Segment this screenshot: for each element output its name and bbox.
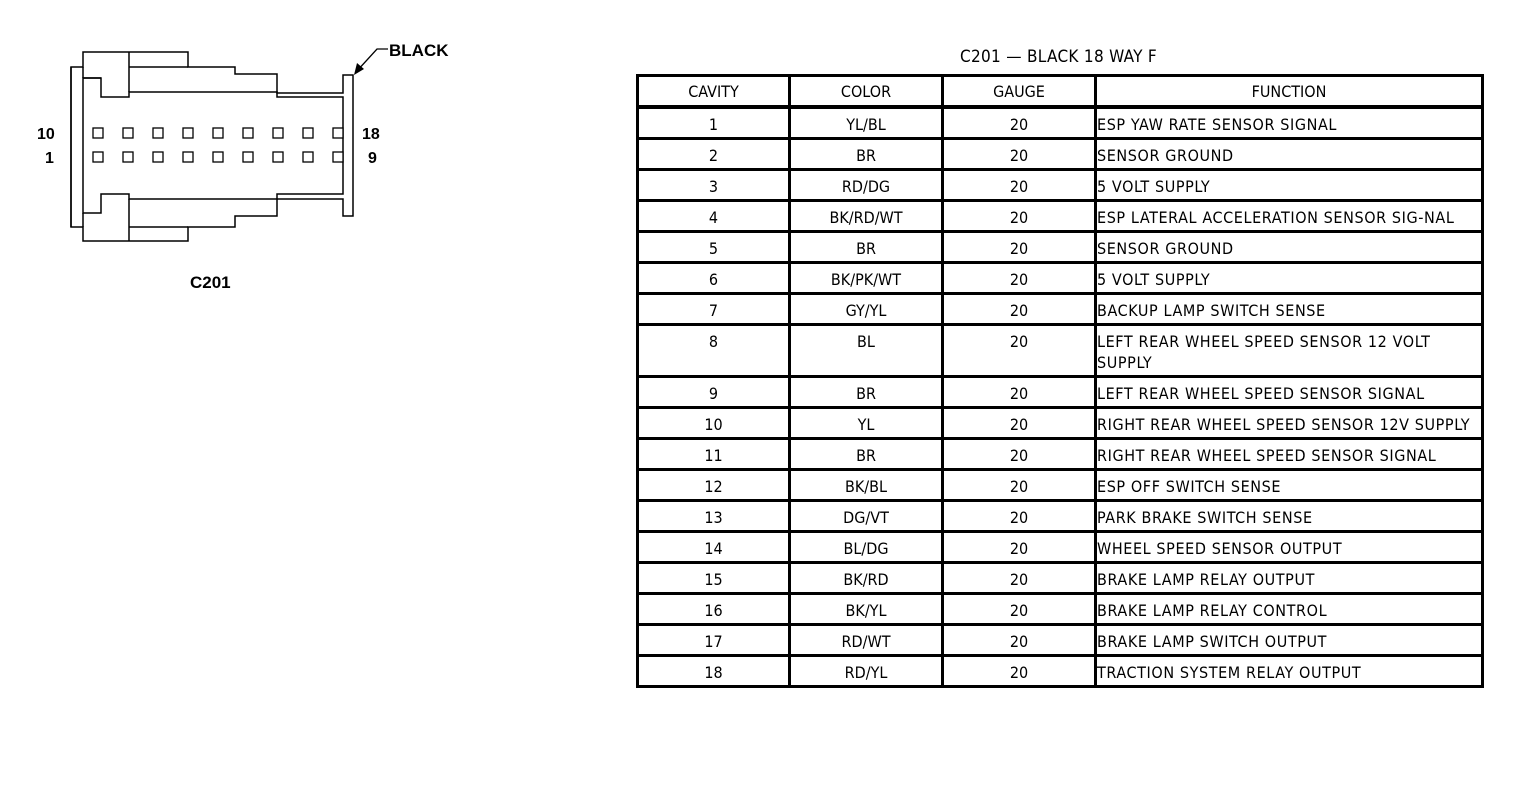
cell-color: BR <box>790 139 943 170</box>
cell-function: PARK BRAKE SWITCH SENSE <box>1096 501 1483 532</box>
table-row <box>638 325 1483 377</box>
header-cavity: CAVITY <box>638 76 790 108</box>
header-gauge: GAUGE <box>943 76 1096 108</box>
cell-color: BR <box>790 439 943 470</box>
cell-cavity: 1 <box>638 107 790 139</box>
cell-function: 5 VOLT SUPPLY <box>1096 263 1483 294</box>
table-row <box>638 294 1483 325</box>
header-color: COLOR <box>790 76 943 108</box>
table-row <box>638 170 1483 201</box>
cell-function: RIGHT REAR WHEEL SPEED SENSOR SIGNAL <box>1096 439 1483 470</box>
cell-function: TRACTION SYSTEM RELAY OUTPUT <box>1096 656 1483 687</box>
cell-gauge: 20 <box>943 232 1096 263</box>
table-row <box>638 532 1483 563</box>
cell-color: RD/WT <box>790 625 943 656</box>
cell-cavity: 14 <box>638 532 790 563</box>
cell-color: BR <box>790 377 943 408</box>
cell-cavity: 3 <box>638 170 790 201</box>
cell-gauge: 20 <box>943 325 1096 377</box>
pin-grid <box>93 128 343 162</box>
cell-gauge: 20 <box>943 594 1096 625</box>
cell-gauge: 20 <box>943 563 1096 594</box>
cell-cavity: 15 <box>638 563 790 594</box>
connector-outline <box>71 52 353 241</box>
table-row <box>638 263 1483 294</box>
cell-color: BR <box>790 232 943 263</box>
cell-cavity: 9 <box>638 377 790 408</box>
cavity-square <box>303 152 313 162</box>
cell-color: BK/PK/WT <box>790 263 943 294</box>
table-row <box>638 439 1483 470</box>
table-row <box>638 232 1483 263</box>
cell-color: BL/DG <box>790 532 943 563</box>
table-row <box>638 656 1483 687</box>
cell-cavity: 7 <box>638 294 790 325</box>
cell-function: LEFT REAR WHEEL SPEED SENSOR 12 VOLT SUPPLY <box>1096 325 1483 377</box>
cavity-square <box>153 152 163 162</box>
pin-label-10: 10 <box>37 126 55 143</box>
cell-gauge: 20 <box>943 201 1096 232</box>
cell-cavity: 8 <box>638 325 790 377</box>
cell-function: SENSOR GROUND <box>1096 139 1483 170</box>
cavity-square <box>273 152 283 162</box>
cavity-square <box>123 152 133 162</box>
cell-cavity: 4 <box>638 201 790 232</box>
table-row <box>638 470 1483 501</box>
cell-cavity: 2 <box>638 139 790 170</box>
pin-label-1: 1 <box>45 150 54 167</box>
cell-gauge: 20 <box>943 263 1096 294</box>
cell-function: LEFT REAR WHEEL SPEED SENSOR SIGNAL <box>1096 377 1483 408</box>
color-callout <box>354 41 449 75</box>
cell-function: ESP OFF SWITCH SENSE <box>1096 470 1483 501</box>
table-row <box>638 408 1483 439</box>
connector-diagram <box>0 0 600 320</box>
pinout-table-body <box>638 107 1483 687</box>
pin-label-9: 9 <box>368 150 377 167</box>
cell-cavity: 10 <box>638 408 790 439</box>
cell-color: BK/RD <box>790 563 943 594</box>
table-row <box>638 501 1483 532</box>
cell-cavity: 12 <box>638 470 790 501</box>
cell-gauge: 20 <box>943 625 1096 656</box>
cell-gauge: 20 <box>943 501 1096 532</box>
table-row <box>638 594 1483 625</box>
cavity-square <box>303 128 313 138</box>
cell-cavity: 6 <box>638 263 790 294</box>
cell-cavity: 5 <box>638 232 790 263</box>
table-row <box>638 377 1483 408</box>
cell-gauge: 20 <box>943 139 1096 170</box>
cell-function: BACKUP LAMP SWITCH SENSE <box>1096 294 1483 325</box>
cell-color: GY/YL <box>790 294 943 325</box>
cavity-square <box>183 128 193 138</box>
cell-cavity: 16 <box>638 594 790 625</box>
cell-gauge: 20 <box>943 377 1096 408</box>
table-row <box>638 563 1483 594</box>
connector-color-label: BLACK <box>389 41 449 60</box>
table-row <box>638 139 1483 170</box>
cavity-square <box>93 152 103 162</box>
cell-color: DG/VT <box>790 501 943 532</box>
cell-gauge: 20 <box>943 532 1096 563</box>
cell-function: BRAKE LAMP SWITCH OUTPUT <box>1096 625 1483 656</box>
cell-cavity: 17 <box>638 625 790 656</box>
cavity-square <box>243 128 253 138</box>
cell-color: BL <box>790 325 943 377</box>
cell-function: ESP YAW RATE SENSOR SIGNAL <box>1096 107 1483 139</box>
cell-color: RD/YL <box>790 656 943 687</box>
cavity-square <box>183 152 193 162</box>
cavity-square <box>243 152 253 162</box>
table-row <box>638 107 1483 139</box>
connector-id-label: C201 <box>190 273 231 292</box>
cell-color: YL/BL <box>790 107 943 139</box>
cell-gauge: 20 <box>943 439 1096 470</box>
cell-gauge: 20 <box>943 470 1096 501</box>
cell-function: BRAKE LAMP RELAY OUTPUT <box>1096 563 1483 594</box>
cavity-square <box>153 128 163 138</box>
cell-function: RIGHT REAR WHEEL SPEED SENSOR 12V SUPPLY <box>1096 408 1483 439</box>
cell-color: YL <box>790 408 943 439</box>
cell-cavity: 18 <box>638 656 790 687</box>
cell-function: SENSOR GROUND <box>1096 232 1483 263</box>
cell-function: 5 VOLT SUPPLY <box>1096 170 1483 201</box>
cell-function: WHEEL SPEED SENSOR OUTPUT <box>1096 532 1483 563</box>
table-row <box>638 201 1483 232</box>
cell-gauge: 20 <box>943 294 1096 325</box>
table-title: C201 — BLACK 18 WAY F <box>960 47 1157 67</box>
cell-color: BK/YL <box>790 594 943 625</box>
cell-color: BK/RD/WT <box>790 201 943 232</box>
cavity-square <box>93 128 103 138</box>
cell-gauge: 20 <box>943 408 1096 439</box>
cell-color: RD/DG <box>790 170 943 201</box>
cell-function: ESP LATERAL ACCELERATION SENSOR SIG-NAL <box>1096 201 1483 232</box>
cavity-square <box>213 128 223 138</box>
cell-color: BK/BL <box>790 470 943 501</box>
cell-cavity: 11 <box>638 439 790 470</box>
cavity-square <box>213 152 223 162</box>
cavity-square <box>273 128 283 138</box>
table-header-row <box>638 76 1483 108</box>
header-function: FUNCTION <box>1096 76 1483 108</box>
table-row <box>638 625 1483 656</box>
cavity-square <box>333 128 343 138</box>
cavity-square <box>333 152 343 162</box>
cell-gauge: 20 <box>943 656 1096 687</box>
cell-cavity: 13 <box>638 501 790 532</box>
cell-gauge: 20 <box>943 107 1096 139</box>
pinout-table <box>636 74 1484 688</box>
cavity-square <box>123 128 133 138</box>
pin-label-18: 18 <box>362 126 380 143</box>
cell-function: BRAKE LAMP RELAY CONTROL <box>1096 594 1483 625</box>
cell-gauge: 20 <box>943 170 1096 201</box>
